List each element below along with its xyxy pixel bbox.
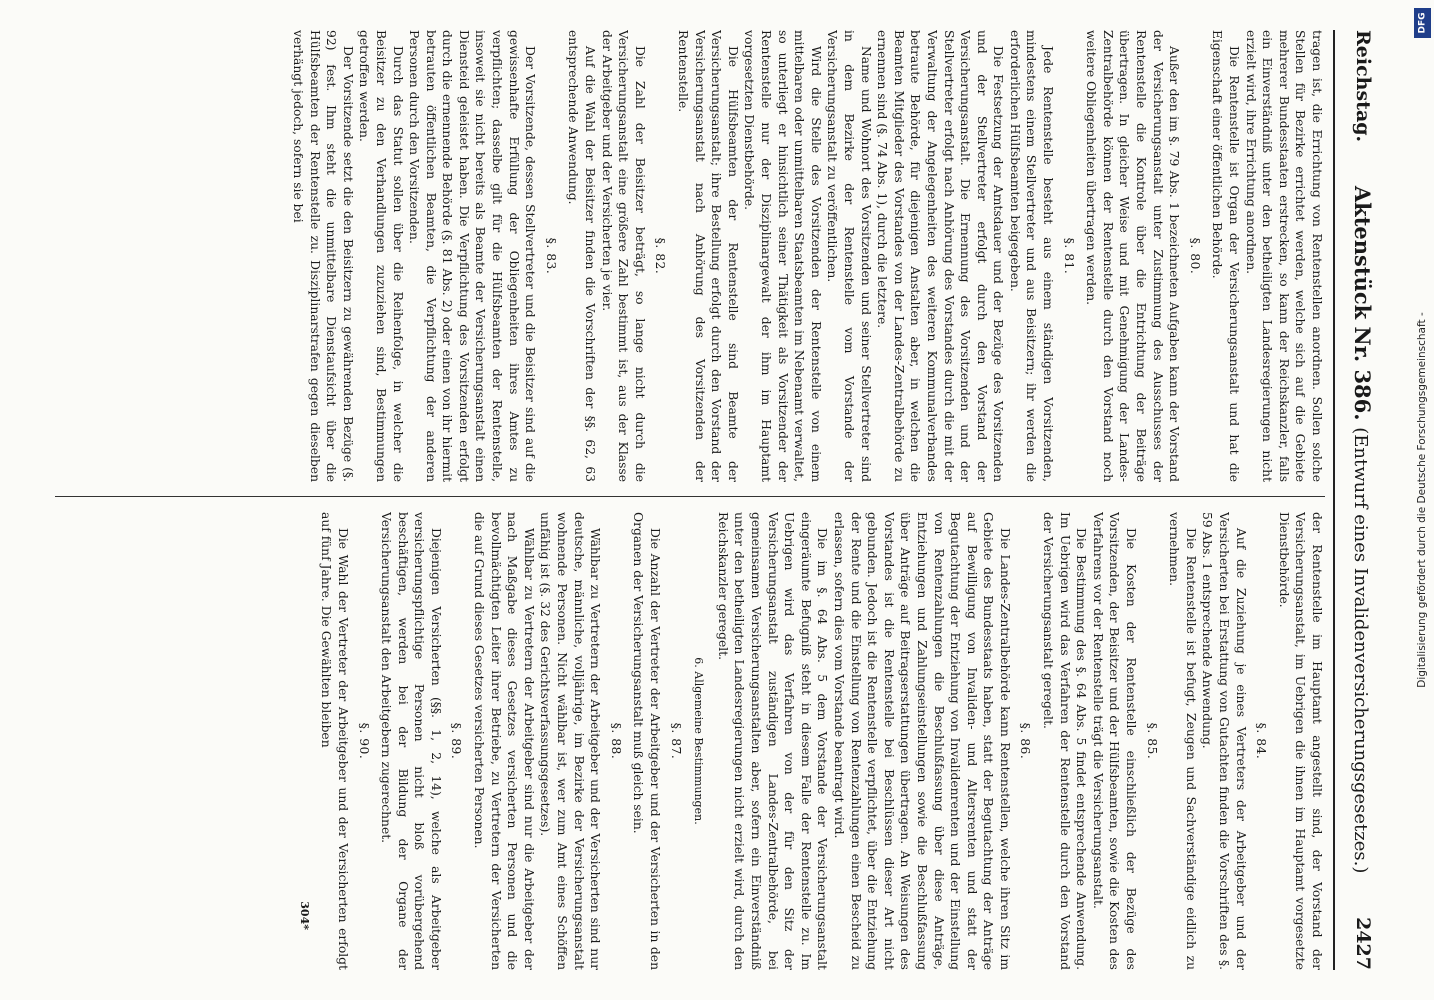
paragraph-text: Die Anzahl der Vertreter der Arbeitgeber und der Versicherten in den Organen der Versicherungsanstalt muß gleich sein.: [631, 512, 663, 970]
section-heading: §. 80.: [1187, 237, 1202, 275]
section-heading: §. 83.: [543, 237, 558, 275]
subsection-heading: 6. Allgemeine Bestimmungen.: [692, 657, 706, 825]
header-center: [1351, 186, 1376, 874]
paragraph: [565, 30, 598, 482]
paragraph: [1040, 512, 1090, 970]
paragraph: [1083, 30, 1183, 482]
paragraph: [1006, 30, 1056, 482]
paragraph-text: Diejenigen Versicherten (§§. 1, 2, 14), welche als Arbeitgeber versicherungspflichtige Personen nicht bloß vorübergehend beschäftigen, werden bei der Bildung der Organe der Versicherungsanstalt den Arbeitgebern zugerechnet.: [379, 512, 443, 970]
page-number: 2427: [1352, 917, 1374, 970]
header-document-number: Aktenstück Nr. 386.: [1350, 185, 1376, 421]
paragraph-text: Außer den im §. 79 Abs. 1 bezeichneten Aufgaben kann der Vorstand der Versicherungsanstalt unter Zustimmung des Ausschusses der Rentenstelle die Kontrole über die Entrichtung der Beiträge übertragen. In gleicher Weise und mit Genehmigung der Landes-Zentralbehörde können der Rentenstelle durch den Vorstand noch weitere Obliegenheiten übertragen werden.: [1084, 30, 1182, 482]
section-heading: §. 84.: [1254, 722, 1269, 760]
dfg-logo-text: DFG: [1417, 12, 1428, 34]
rotated-page-content: [47, 30, 1387, 970]
paragraph: [289, 30, 355, 482]
paragraph: [378, 512, 444, 970]
signature-mark: 304*: [297, 901, 311, 930]
paragraph-text: Die Hülfsbeamten der Rentenstelle sind Beamte der Versicherungsanstalt; ihre Bestellung erfolgt durch den Vorstand der Versicherungsanstalt nach Anhörung des Vorsitzenden der Rentenstelle.: [676, 30, 740, 482]
column-divider: [55, 496, 1325, 497]
paragraph-text: Die Landes-Zentralbehörde kann Rentenstellen, welche ihren Sitz im Gebiete des Bundesstaats haben, statt der Begutachtung der Anträge auf Bewilligung von Invaliden- und Altersrenten und statt der Begutachtung der Entziehung von Invalidenrenten und der Einstellung von Rentenzahlungen die Beschlußfassung über diese Anträge, Entziehungen und Zahlungseinstellungen sowie die Beschlußfassung über Anträge auf Beitragserstattungen übertragen. An Weisungen des Vorstandes ist die Rentenstelle bei Beschlüssen dieser Art nicht gebunden. Jedoch ist die Rentenstelle verpflichtet, über die Entziehung der Rente und die Einstellung von Rentenzahlungen einen Bescheid zu erlassen, sofern dies vom Vorstande beantragt wird.: [831, 512, 1012, 970]
paragraph-text: Durch das Statut sollen über die Reihenfolge, in welcher die Beisitzer zu den Verhandlungen zuzuziehen sind, Bestimmungen getroffen werden.: [357, 30, 405, 482]
paragraph-text: Die Wahl der Vertreter der Arbeitgeber und der Versicherten erfolgt auf fünf Jahre. Die Gewählten bleiben: [319, 512, 350, 970]
section-heading: §. 88.: [608, 722, 623, 760]
header-left: Reichstag.: [1352, 30, 1374, 143]
paragraph-text: Auf die Wahl der Beisitzer finden die Vorschriften der §§. 62, 63 entsprechende Anwendung.: [566, 30, 598, 482]
paragraph-text: Die im §. 64 Abs. 5 dem Vorstande der Versicherungsanstalt eingeräumte Befugniß steht in diesem Falle der Rentenstelle zu. Im Uebrigen wird das Verfahren von der für den Sitz der Versicherungsanstalt zuständigen Landes-Zentralbehörde, bei gemeinsamen Versicherungsanstalten aber, sofern ein Einverständniß unter den betheiligten Landesregierungen nicht erzielt wird, durch den Reichskanzler geregelt.: [715, 512, 830, 970]
left-column: [55, 30, 1325, 482]
paragraph-text: tragen ist, die Errichtung von Rentenstellen anordnen. Sollen solche Stellen für Bezirke errichtet werden, welche sich auf die Gebiete mehrerer Bundesstaaten erstrecken, so kann der Reichskanzler, falls ein Einverständniß unter den betheiligten Landesregierungen nicht erzielt wird, ihre Errichtung anordnen.: [1243, 30, 1324, 482]
paragraph-text: Die Bestimmung des §. 64 Abs. 5 findet entsprechende Anwendung. Im Uebrigen wird das Verfahren der Rentenstelle durch den Vorstand der Versicherungsanstalt geregelt.: [1041, 512, 1089, 970]
paragraph-text: Die Rentenstelle ist Organ der Versicherungsanstalt und hat die Eigenschaft einer öffentlichen Behörde.: [1210, 30, 1242, 482]
paragraph: [1166, 512, 1199, 970]
paragraph: [830, 512, 1013, 970]
paragraph: [874, 30, 1007, 482]
paragraph: [1242, 30, 1325, 482]
paragraph-text: Die Kosten der Rentenstelle einschließlich der Bezüge des Vorsitzenden, der Beisitzer und der Hülfsbeamten, sowie die Kosten des Verfahrens vor der Rentenstelle trägt die Versicherungsanstalt.: [1090, 512, 1139, 970]
paragraph-text: Jede Rentenstelle besteht aus einem ständigen Vorsitzenden, mindestens einem Stellvertreter und aus Beisitzern; ihr werden die erforderlichen Hülfsbeamten beigegeben.: [1007, 30, 1056, 482]
paragraph-text: Die Festsetzung der Amtsdauer und der Bezüge des Vorsitzenden und der Stellvertreter erfolgt durch den Vorstand der Versicherungsanstalt. Die Ernennung des Vorsitzenden und der Stellvertreter erfolgt nach Anhörung des Vorstandes durch die mit der Verwaltung der Angelegenheiten des weiteren Kommunalverbandes betraute Behörde, für diejenigen Anstalten aber, in welchen die Beamten Mitglieder des Vorstandes von der Landes-Zentralbehörde zu ernennen sind (§. 74 Abs. 1), durch die letztere.: [875, 30, 1006, 482]
section-heading: §. 89.: [449, 722, 464, 760]
paragraph-text: Auf die Zuziehung je eines Vertreters der Arbeitgeber und der Versicherten bei Erstattung von Gutachten finden die Vorschriften des §. 59 Abs. 1 entsprechende Anwendung.: [1200, 512, 1248, 970]
paragraph-text: Der Vorsitzende setzt die den Beisitzern zu gewährenden Bezüge (§. 92) fest. Ihm steht die unmittelbare Dienstaufsicht über die Hülfsbeamten der Rentenstelle zu. Disziplinarstrafen gegen dieselben verhängt jedoch, sofern sie bei: [290, 30, 355, 482]
paragraph: [356, 30, 406, 482]
paragraph: [537, 512, 603, 970]
paragraph-text: Wählbar zu Vertretern der Arbeitgeber sind nur die Arbeitgeber der nach Maßgabe dieses Gesetzes versicherten Personen und die bevollmächtigten Leiter ihrer Betriebe, zu Vertretern der Versicherten die auf Grund dieses Gesetzes versicherten Personen.: [472, 512, 536, 970]
page-header: [1339, 30, 1387, 970]
section-heading: §. 85.: [1144, 722, 1159, 760]
section-heading: §. 86.: [1018, 722, 1033, 760]
section-heading: §. 90.: [356, 722, 371, 760]
section-heading: §. 82.: [653, 237, 668, 275]
section-heading: §. 87.: [668, 722, 683, 760]
paragraph-text: Die Zahl der Beisitzer beträgt, so lange nicht durch die Versicherungsanstalt eine größere Zahl bestimmt ist, aus der Klasse der Arbeitgeber und der Versicherten je vier.: [599, 30, 647, 482]
paragraph: [630, 512, 663, 970]
section-heading: §. 81.: [1061, 237, 1076, 275]
digitization-credit: Digitalisierung gefördert durch die Deutsche Forschungsgemeinschaft -: [1416, 312, 1428, 688]
paragraph: [1089, 512, 1139, 970]
paragraph-text: der Rentenstelle im Hauptamt angestellt sind, der Vorstand der Versicherungsanstalt, im Uebrigen die ihnen im Hauptamt vorgesetzte Dienstbehörde.: [1276, 512, 1324, 970]
paragraph: [1199, 512, 1249, 970]
paragraph: [674, 30, 740, 482]
paragraph: [741, 30, 824, 482]
paragraph: [471, 512, 537, 970]
paragraph-text: Die Rentenstelle ist befugt, Zeugen und Sachverständige eidlich zu vernehmen.: [1167, 512, 1198, 970]
paragraph: [1209, 30, 1242, 482]
paragraph: [318, 512, 351, 970]
paragraph: [1275, 512, 1325, 970]
header-document-title: (Entwurf eines Invalidenversicherungsgesetzes.): [1350, 427, 1372, 874]
header-rule: [1333, 30, 1335, 970]
paragraph: [406, 30, 539, 482]
paragraph-text: Der Vorsitzende, dessen Stellvertreter und die Beisitzer sind auf die gewissenhafte Erfüllung der Obliegenheiten ihres Amtes zu verpflichten; dasselbe gilt für die Hülfsbeamten der Rentenstelle, insoweit sie nicht bereits als Beamte der Versicherungsanstalt einen Diensteid geleistet haben. Die Verpflichtung des Vorsitzenden erfolgt durch die ernennende Behörde (§. 81 Abs. 2) oder einen von ihr hiermit betrauten öffentlichen Beamten, die Verpflichtung der anderen Personen durch den Vorsitzenden.: [407, 30, 538, 482]
paragraph: [598, 30, 648, 482]
dfg-logo: [1414, 8, 1431, 38]
paragraph-text: Wird die Stelle des Vorsitzenden der Rentenstelle von einem mittelbaren oder unmittelbaren Staatsbeamten im Nebenamt verwaltet, so unterliegt er hinsichtlich seiner Thätigkeit als Vorsitzender der Rentenstelle nur der Disziplinargewalt der ihm im Hauptamt vorgesetzten Dienstbehörde.: [742, 30, 823, 482]
paragraph-text: Wählbar zu Vertretern der Arbeitgeber und der Versicherten sind nur deutsche, männliche, volljährige, im Bezirke der Versicherungsanstalt wohnende Personen. Nicht wählbar ist, wer zum Amt eines Schöffen unfähig ist (§. 32 des Gerichtsverfassungsgesetzes).: [538, 512, 603, 970]
paragraph: [824, 30, 874, 482]
right-column: [55, 512, 1325, 970]
paragraph: [714, 512, 830, 970]
paragraph-text: Name und Wohnort des Vorsitzenden und seiner Stellvertreter sind in dem Bezirke der Rentenstelle vom Vorstande der Versicherungsanstalt zu veröffentlichen.: [825, 30, 873, 482]
